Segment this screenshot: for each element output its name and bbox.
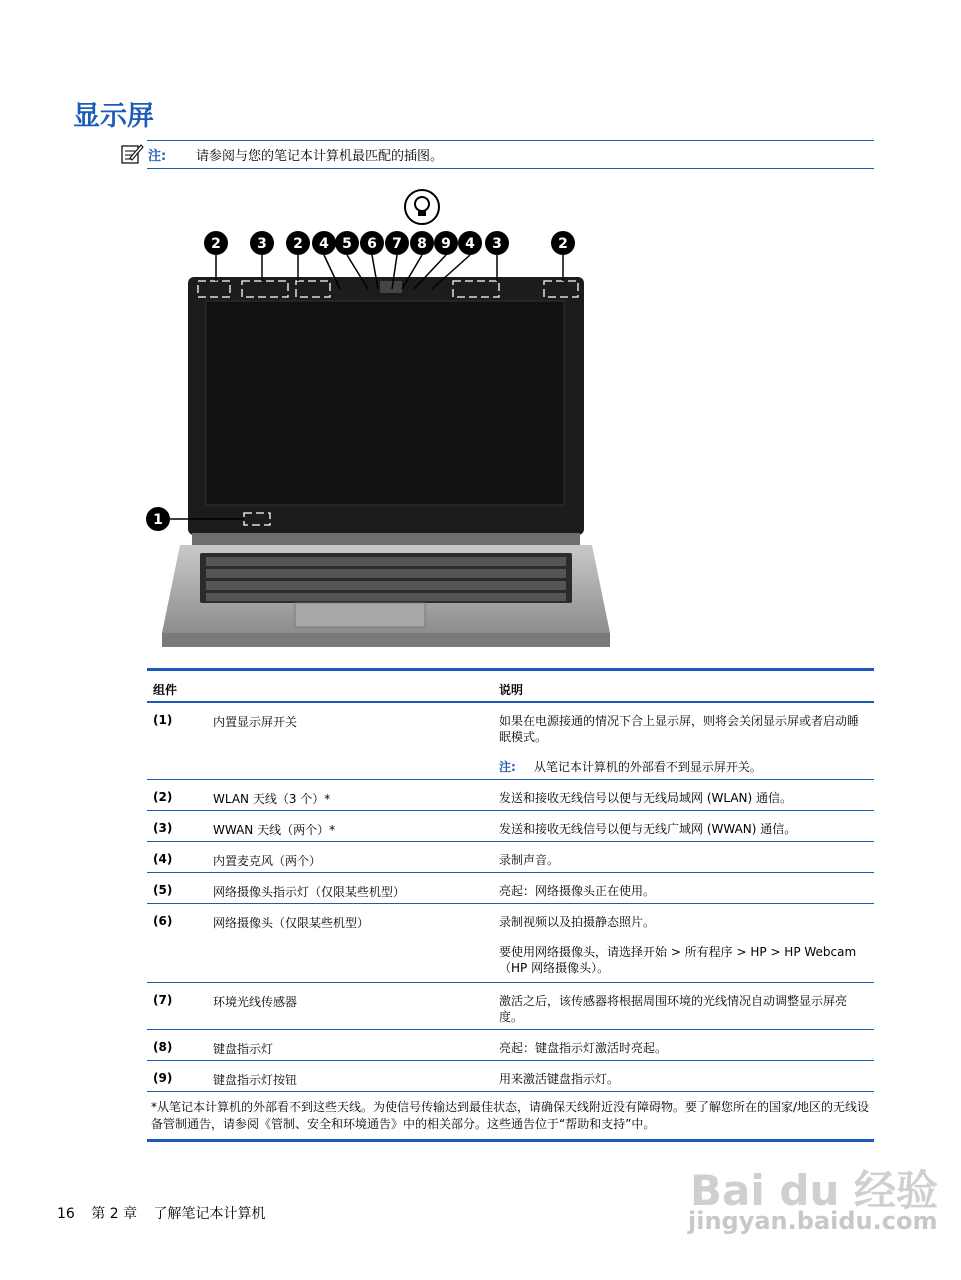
light-sensor-icon [405, 190, 439, 224]
table-bottom-rule [147, 1139, 874, 1142]
page-number: 16 [57, 1206, 75, 1222]
table-row [147, 1061, 874, 1092]
row-description-text: 亮起：键盘指示灯激活时亮起。 [499, 1041, 668, 1055]
row-note-text: 从笔记本计算机的外部看不到显示屏开关。 [533, 760, 762, 774]
row-number: (5) [153, 883, 173, 897]
row-note [499, 759, 864, 775]
row-description-text: 亮起：网络摄像头正在使用。 [499, 884, 656, 898]
callout-5-label: 5 [342, 236, 352, 252]
table-row [147, 780, 874, 811]
note-text: 请参阅与您的笔记本计算机最匹配的插图。 [196, 149, 444, 164]
table-row [147, 904, 874, 983]
row-description-text: 激活之后，该传感器将根据周围环境的光线情况自动调整显示屏亮度。 [499, 994, 848, 1024]
row-description-text: 要使用网络摄像头，请选择开始 > 所有程序 > HP > HP Webcam（HP 网络摄像头）。 [499, 945, 857, 975]
note-rule-top [147, 140, 874, 141]
row-description-text: 录制视频以及拍摄静态照片。 [499, 915, 656, 929]
row-number: (6) [153, 914, 173, 928]
table-row [147, 703, 874, 780]
callout-6-label: 6 [367, 236, 377, 252]
callout-3b [485, 231, 509, 255]
table-row [147, 842, 874, 873]
header-component: 组件 [153, 683, 178, 697]
note-rule-bottom [147, 168, 874, 169]
row-note-label: 注: [499, 760, 516, 774]
row-component: 内置显示屏开关 [213, 715, 298, 729]
callout-2b [286, 231, 310, 255]
row-number: (8) [153, 1040, 173, 1054]
row-number: (7) [153, 993, 173, 1007]
callout-5 [335, 231, 359, 255]
callout-1-label: 1 [153, 512, 163, 528]
watermark-brand: Bai du 经验 [690, 1166, 938, 1215]
callout-3-label: 3 [257, 236, 267, 252]
row-number: (9) [153, 1071, 173, 1085]
row-description-text: 录制声音。 [499, 853, 560, 867]
table-row [147, 1030, 874, 1061]
row-number: (3) [153, 821, 173, 835]
watermark-url: jingyan.baidu.com [688, 1207, 938, 1235]
callout-2c-label: 2 [558, 236, 568, 252]
row-number: (2) [153, 790, 173, 804]
header-description: 说明 [499, 683, 524, 697]
table-row [147, 811, 874, 842]
row-number: (4) [153, 852, 173, 866]
row-component: WWAN 天线（两个）* [213, 823, 336, 837]
callout-2b-label: 2 [293, 236, 303, 252]
callout-3 [250, 231, 274, 255]
note-icon [120, 143, 144, 165]
note-label: 注: [148, 149, 167, 164]
row-component: WLAN 天线（3 个）* [213, 792, 331, 806]
callout-3b-label: 3 [492, 236, 502, 252]
row-description [499, 914, 864, 990]
callout-2c [551, 231, 575, 255]
row-description [499, 713, 864, 789]
callout-4-label: 4 [319, 236, 329, 252]
callout-8-label: 8 [417, 236, 427, 252]
table-row [147, 873, 874, 904]
row-number: (1) [153, 713, 173, 727]
callout-6 [360, 231, 384, 255]
callout-9 [434, 231, 458, 255]
row-component: 网络摄像头（仅限某些机型） [213, 916, 370, 930]
callout-4b-label: 4 [465, 236, 475, 252]
row-component: 键盘指示灯按钮 [213, 1073, 298, 1087]
row-description-text: 用来激活键盘指示灯。 [499, 1072, 620, 1086]
row-component: 环境光线传感器 [213, 995, 298, 1009]
row-component: 网络摄像头指示灯（仅限某些机型） [213, 885, 406, 899]
chapter-title: 了解笔记本计算机 [153, 1206, 266, 1222]
callout-2-label: 2 [211, 236, 221, 252]
row-description-text: 如果在电源接通的情况下合上显示屏，则将会关闭显示屏或者启动睡眠模式。 [499, 714, 860, 744]
row-description-text: 发送和接收无线信号以便与无线局域网 (WLAN) 通信。 [499, 791, 793, 805]
callout-2 [204, 231, 228, 255]
row-description-text: 发送和接收无线信号以便与无线广域网 (WWAN) 通信。 [499, 822, 797, 836]
table-footnote: *从笔记本计算机的外部看不到这些天线。为使信号传输达到最佳状态，请确保天线附近没有障碍物。要了解您所在的国家/地区的无线设备管制通告，请参阅《管制、安全和环境通告》中的相关部分。这些通告位于“帮助和支持”中。 [151, 1100, 870, 1131]
chapter-number: 第 2 章 [91, 1206, 138, 1222]
callout-1 [146, 507, 170, 531]
callout-4 [312, 231, 336, 255]
callout-4b [458, 231, 482, 255]
table-header [147, 671, 874, 701]
callout-9-label: 9 [441, 236, 451, 252]
laptop-illustration [140, 185, 620, 665]
row-component: 键盘指示灯 [213, 1042, 274, 1056]
component-table [147, 668, 874, 1142]
callout-7-label: 7 [392, 236, 402, 252]
row-component: 内置麦克风（两个） [213, 854, 322, 868]
section-title: 显示屏 [73, 101, 154, 132]
page-footer [57, 1203, 278, 1223]
callout-8 [410, 231, 434, 255]
table-row [147, 983, 874, 1030]
callout-7 [385, 231, 409, 255]
